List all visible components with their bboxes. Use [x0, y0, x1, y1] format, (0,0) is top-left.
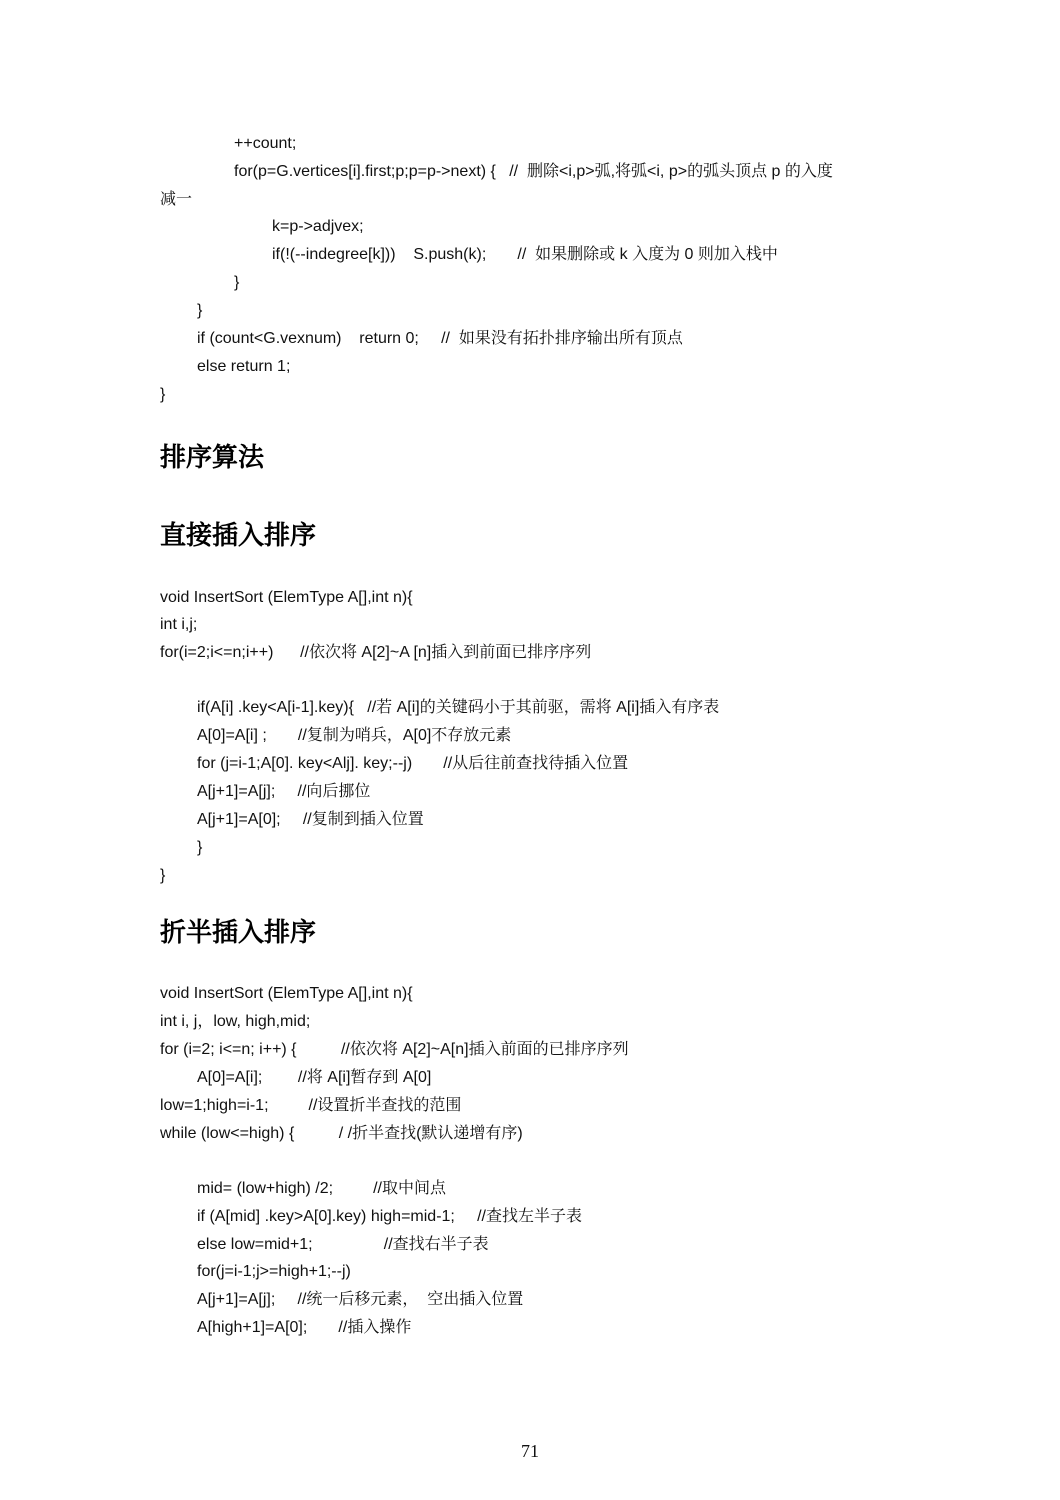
code-line: void InsertSort (ElemType A[],int n){	[160, 985, 413, 1002]
code-line: }	[197, 302, 203, 319]
code-line: A[high+1]=A[0]; //插入操作	[197, 1319, 412, 1336]
code-line: A[0]=A[i]; //将 A[i]暂存到 A[0]	[197, 1069, 432, 1086]
code-line: }	[234, 274, 240, 291]
code-line: for(p=G.vertices[i].first;p;p=p->next) { // 删除<i,p>弧,将弧<i, p>的弧头顶点 p 的入度	[234, 163, 833, 180]
code-line: }	[160, 867, 166, 884]
code-line: if(!(--indegree[k])) S.push(k); // 如果删除或 k 入度为 0 则加入栈中	[272, 246, 778, 263]
page-number: 71	[521, 1441, 539, 1461]
code-line: }	[160, 386, 166, 403]
section-heading: 排序算法	[160, 443, 265, 473]
code-line: for (j=i-1;A[0]. key<Alj]. key;--j) //从后往前查找待插入位置	[197, 755, 629, 772]
code-line: for (i=2; i<=n; i++) { //依次将 A[2]~A[n]插入前面的已排序序列	[160, 1041, 629, 1058]
code-line: mid= (low+high) /2; //取中间点	[197, 1180, 446, 1197]
subsection-heading: 折半插入排序	[160, 918, 317, 948]
code-line: else return 1;	[197, 358, 291, 375]
code-line: else low=mid+1; //查找右半子表	[197, 1236, 489, 1253]
code-line: int i,j;	[160, 616, 198, 633]
code-line: A[0]=A[i] ; //复制为哨兵，A[0]不存放元素	[197, 727, 512, 744]
code-line: }	[197, 839, 203, 856]
code-line: ++count;	[234, 135, 297, 152]
code-line: if(A[i] .key<A[i-1].key){ //若 A[i]的关键码小于其前驱，需将 A[i]插入有序表	[197, 699, 720, 716]
code-line: if (A[mid] .key>A[0].key) high=mid-1; //查找左半子表	[197, 1208, 582, 1225]
code-line: while (low<=high) { / /折半查找(默认递增有序)	[160, 1125, 523, 1142]
subsection-heading: 直接插入排序	[160, 521, 317, 551]
code-line: void InsertSort (ElemType A[],int n){	[160, 589, 413, 606]
code-line: int i, j，low, high,mid;	[160, 1013, 311, 1030]
code-line: k=p->adjvex;	[272, 218, 364, 235]
code-line: low=1;high=i-1; //设置折半查找的范围	[160, 1097, 462, 1114]
code-line: A[j+1]=A[0]; //复制到插入位置	[197, 811, 424, 828]
code-line: for(i=2;i<=n;i++) //依次将 A[2]~A [n]插入到前面已排序序列	[160, 644, 592, 661]
code-line: 减一	[160, 191, 193, 208]
code-line: A[j+1]=A[j]; //统一后移元素， 空出插入位置	[197, 1291, 524, 1308]
code-line: for(j=i-1;j>=high+1;--j)	[197, 1263, 351, 1280]
code-line: if (count<G.vexnum) return 0; // 如果没有拓扑排序输出所有顶点	[197, 330, 683, 347]
code-line: A[j+1]=A[j]; //向后挪位	[197, 783, 371, 800]
